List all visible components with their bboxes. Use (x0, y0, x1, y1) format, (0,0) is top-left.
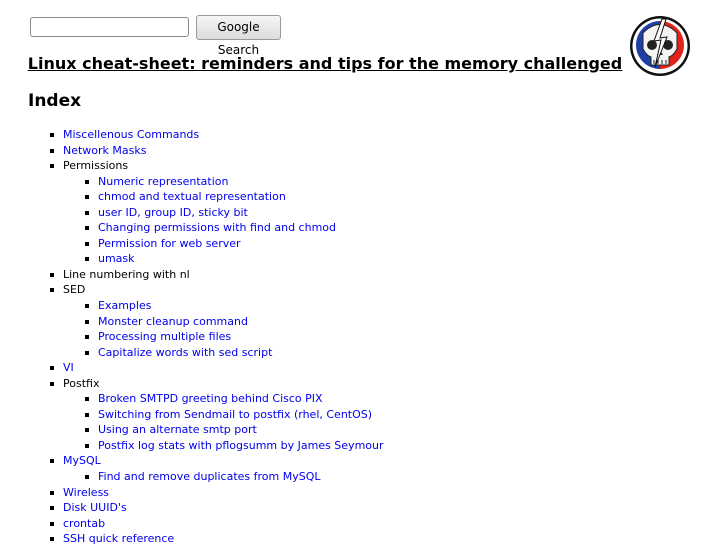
bullet-icon (85, 304, 89, 308)
sub-index-item (50, 189, 384, 205)
link-network-masks[interactable]: Network Masks (63, 143, 147, 157)
sub-index-item (50, 329, 384, 345)
link-ssh-quick-reference[interactable]: SSH quick reference (63, 532, 175, 545)
link-umask[interactable]: umask (98, 252, 135, 266)
sub-index-item (50, 345, 384, 361)
index-item (50, 376, 384, 392)
link-switching-sendmail-postfix[interactable]: Switching from Sendmail to postfix (rhel, CentOS) (98, 407, 373, 421)
bullet-icon (50, 459, 54, 463)
bullet-icon (85, 475, 89, 479)
link-capitalize-words-sed[interactable]: Capitalize words with sed script (98, 345, 273, 359)
sub-index-item (50, 314, 384, 330)
link-miscellenous-commands[interactable]: Miscellenous Commands (63, 128, 200, 141)
index-item (50, 158, 384, 174)
section-label-sed: SED (63, 283, 86, 297)
bullet-icon (85, 413, 89, 417)
link-changing-permissions-find-chmod[interactable]: Changing permissions with find and chmod (98, 221, 337, 235)
index-item (50, 127, 384, 143)
bullet-icon (85, 397, 89, 401)
section-label-line-numbering: Line numbering with nl (63, 267, 190, 281)
bullet-icon (50, 537, 54, 541)
link-permission-web-server[interactable]: Permission for web server (98, 236, 241, 250)
bullet-icon (85, 428, 89, 432)
sub-index-item (50, 251, 384, 267)
index-list (50, 127, 384, 545)
link-postfix-log-stats[interactable]: Postfix log stats with pflogsumm by James Seymour (98, 438, 384, 452)
sub-index-item (50, 236, 384, 252)
bullet-icon (50, 164, 54, 168)
bullet-icon (85, 211, 89, 215)
sub-index-item (50, 469, 384, 485)
sub-index-item (50, 205, 384, 221)
index-item (50, 360, 384, 376)
index-heading: Index (28, 91, 82, 111)
section-label-postfix: Postfix (63, 376, 100, 390)
link-mysql[interactable]: MySQL (63, 454, 101, 468)
bullet-icon (85, 257, 89, 261)
bullet-icon (85, 242, 89, 246)
index-item (50, 143, 384, 159)
bullet-icon (50, 522, 54, 526)
bullet-icon (50, 288, 54, 292)
bullet-icon (85, 226, 89, 230)
link-crontab[interactable]: crontab (63, 516, 106, 530)
link-wireless[interactable]: Wireless (63, 485, 110, 499)
sub-index-item (50, 298, 384, 314)
index-item (50, 267, 384, 283)
link-user-group-sticky-bit[interactable]: user ID, group ID, sticky bit (98, 205, 248, 219)
link-chmod-textual-representation[interactable]: chmod and textual representation (98, 190, 286, 204)
bullet-icon (85, 444, 89, 448)
page-title: Linux cheat-sheet: reminders and tips for the memory challenged (27, 54, 623, 73)
section-label-permissions: Permissions (63, 159, 129, 173)
bullet-icon (50, 273, 54, 277)
bullet-icon (50, 506, 54, 510)
index-item (50, 516, 384, 532)
sub-index-item (50, 174, 384, 190)
bullet-icon (85, 320, 89, 324)
search-input[interactable] (30, 17, 189, 37)
bullet-icon (85, 195, 89, 199)
sub-index-item (50, 422, 384, 438)
link-sed-examples[interactable]: Examples (98, 299, 152, 313)
bullet-icon (85, 351, 89, 355)
link-broken-smtpd-greeting[interactable]: Broken SMTPD greeting behind Cisco PIX (98, 392, 323, 406)
bullet-icon (50, 491, 54, 495)
link-remove-duplicates-mysql[interactable]: Find and remove duplicates from MySQL (98, 470, 321, 484)
bullet-icon (85, 180, 89, 184)
index-item (50, 485, 384, 501)
sub-index-item (50, 391, 384, 407)
index-item (50, 500, 384, 516)
index-item (50, 531, 384, 545)
link-vi[interactable]: VI (63, 361, 74, 375)
link-monster-cleanup-command[interactable]: Monster cleanup command (98, 314, 248, 328)
index-item (50, 453, 384, 469)
bullet-icon (50, 366, 54, 370)
bullet-icon (85, 335, 89, 339)
bullet-icon (50, 133, 54, 137)
google-search-button[interactable]: Google Search (196, 15, 281, 40)
bullet-icon (50, 382, 54, 386)
index-item (50, 282, 384, 298)
sub-index-item (50, 438, 384, 454)
sub-index-item (50, 220, 384, 236)
link-processing-multiple-files[interactable]: Processing multiple files (98, 330, 232, 344)
bullet-icon (50, 149, 54, 153)
link-numeric-representation[interactable]: Numeric representation (98, 174, 229, 188)
link-alternate-smtp-port[interactable]: Using an alternate smtp port (98, 423, 257, 437)
link-disk-uuids[interactable]: Disk UUID's (63, 501, 127, 515)
sub-index-item (50, 407, 384, 423)
